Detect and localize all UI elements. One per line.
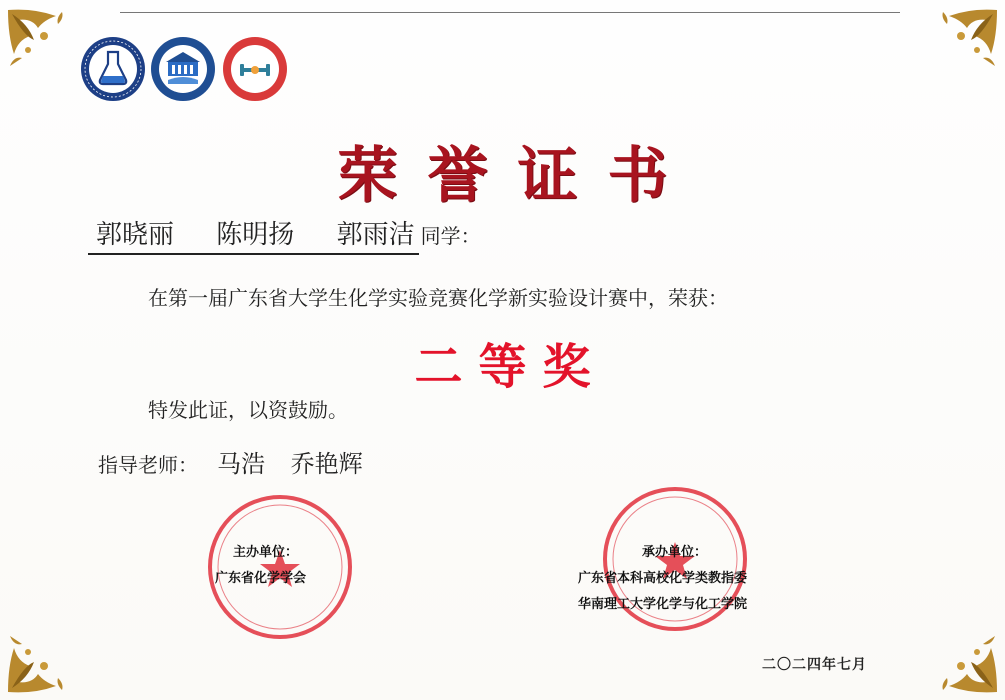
- corner-ornament-icon: [4, 626, 74, 696]
- recipients-line: [88, 214, 481, 255]
- coorganizer-name: 广东省本科高校化学类教指委: [578, 571, 748, 586]
- coorganizer-name: 华南理工大学化学与化工学院: [578, 597, 748, 612]
- coorganizer-block: [578, 540, 747, 618]
- top-rule: [120, 12, 900, 13]
- corner-ornament-icon: [4, 6, 74, 76]
- advisor-names: [217, 450, 381, 478]
- advisor-line: [98, 444, 381, 479]
- certificate-body: 在第一届广东省大学生化学实验竞赛化学新实验设计赛中，荣获：: [148, 286, 728, 310]
- scut-logo-icon: [150, 36, 216, 102]
- recipient-name: 郭雨洁: [336, 220, 415, 250]
- corner-ornament-icon: [931, 6, 1001, 76]
- coorganizer-label: 承办单位：: [642, 545, 708, 560]
- recipient-suffix: 同学：: [420, 224, 481, 248]
- issue-date: 二〇二四年七月: [762, 657, 867, 673]
- advisor-name: 马浩: [217, 450, 266, 478]
- advisor-label: 指导老师：: [98, 453, 198, 477]
- certificate-title: 荣誉证书: [337, 141, 698, 211]
- organizer-block: [215, 540, 306, 592]
- recipient-names: [88, 214, 419, 255]
- competition-logo-icon: [222, 36, 288, 102]
- corner-ornament-icon: [931, 626, 1001, 696]
- recipient-name: 陈明扬: [216, 220, 295, 250]
- award-level: 二等奖: [414, 339, 607, 395]
- organizer-name: 广东省化学学会: [215, 571, 307, 586]
- recipient-name: 郭晓丽: [96, 220, 175, 250]
- advisor-name: 乔艳辉: [290, 450, 363, 478]
- chemical-society-logo-icon: [80, 36, 146, 102]
- closing-text: 特发此证，以资鼓励。: [148, 398, 348, 422]
- organizer-label: 主办单位：: [233, 545, 299, 560]
